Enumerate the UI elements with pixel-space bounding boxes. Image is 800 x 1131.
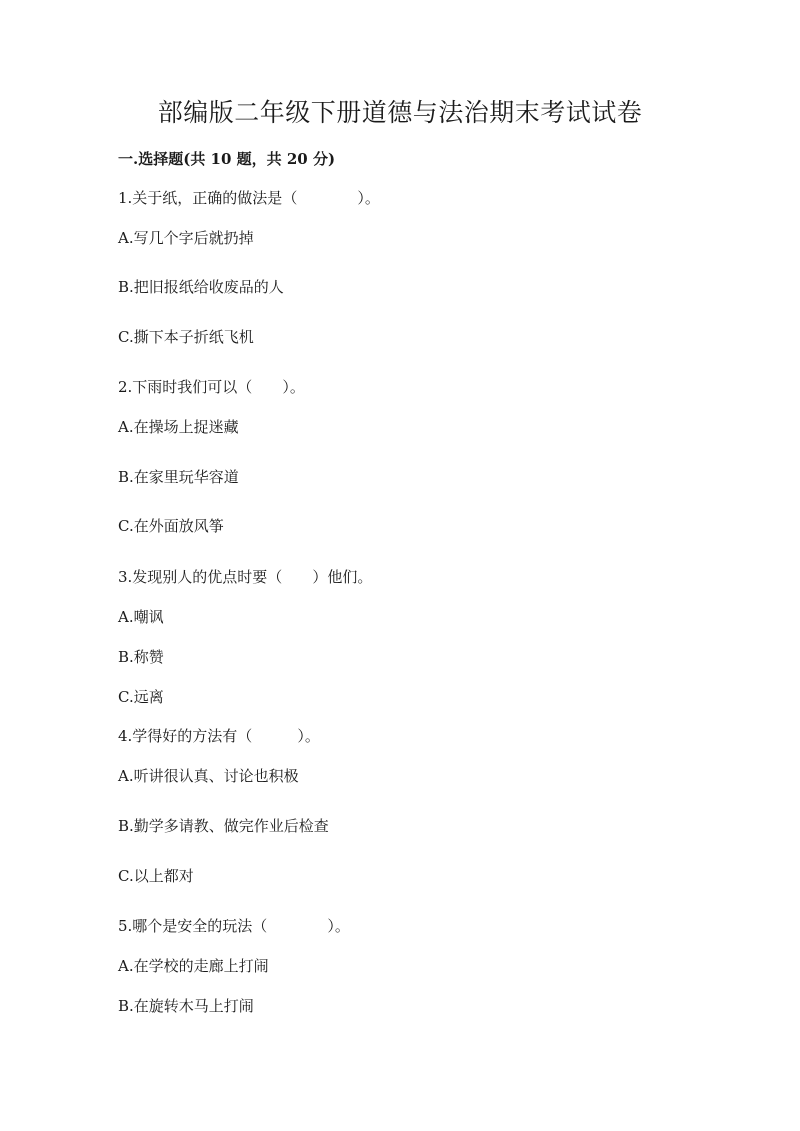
page-title: 部编版二年级下册道德与法治期末考试试卷: [157, 98, 643, 127]
question-stem: 2.下雨时我们可以（ ）。: [118, 378, 305, 396]
answer-option: C.远离: [118, 688, 164, 706]
question-stem: 3.发现别人的优点时要（ ）他们。: [118, 568, 373, 586]
section-heading: 一.选择题(共 10 题，共 20 分): [118, 150, 336, 168]
answer-option: B.在旋转木马上打闹: [118, 997, 254, 1015]
answer-option: B.勤学多请教、做完作业后检查: [118, 817, 329, 835]
answer-option: C.撕下本子折纸飞机: [118, 328, 254, 346]
answer-option: A.嘲讽: [118, 608, 164, 626]
answer-option: A.在学校的走廊上打闹: [118, 957, 269, 975]
answer-option: A.写几个字后就扔掉: [118, 229, 254, 247]
answer-option: A.在操场上捉迷藏: [118, 418, 239, 436]
question-stem: 5.哪个是安全的玩法（ ）。: [118, 917, 350, 935]
answer-option: B.把旧报纸给收废品的人: [118, 278, 284, 296]
answer-option: B.称赞: [118, 648, 164, 666]
answer-option: C.在外面放风筝: [118, 517, 224, 535]
answer-option: B.在家里玩华容道: [118, 468, 239, 486]
answer-option: C.以上都对: [118, 867, 194, 885]
answer-option: A.听讲很认真、讨论也积极: [118, 767, 299, 785]
question-stem: 4.学得好的方法有（ ）。: [118, 727, 320, 745]
question-stem: 1.关于纸，正确的做法是（ ）。: [118, 189, 380, 207]
